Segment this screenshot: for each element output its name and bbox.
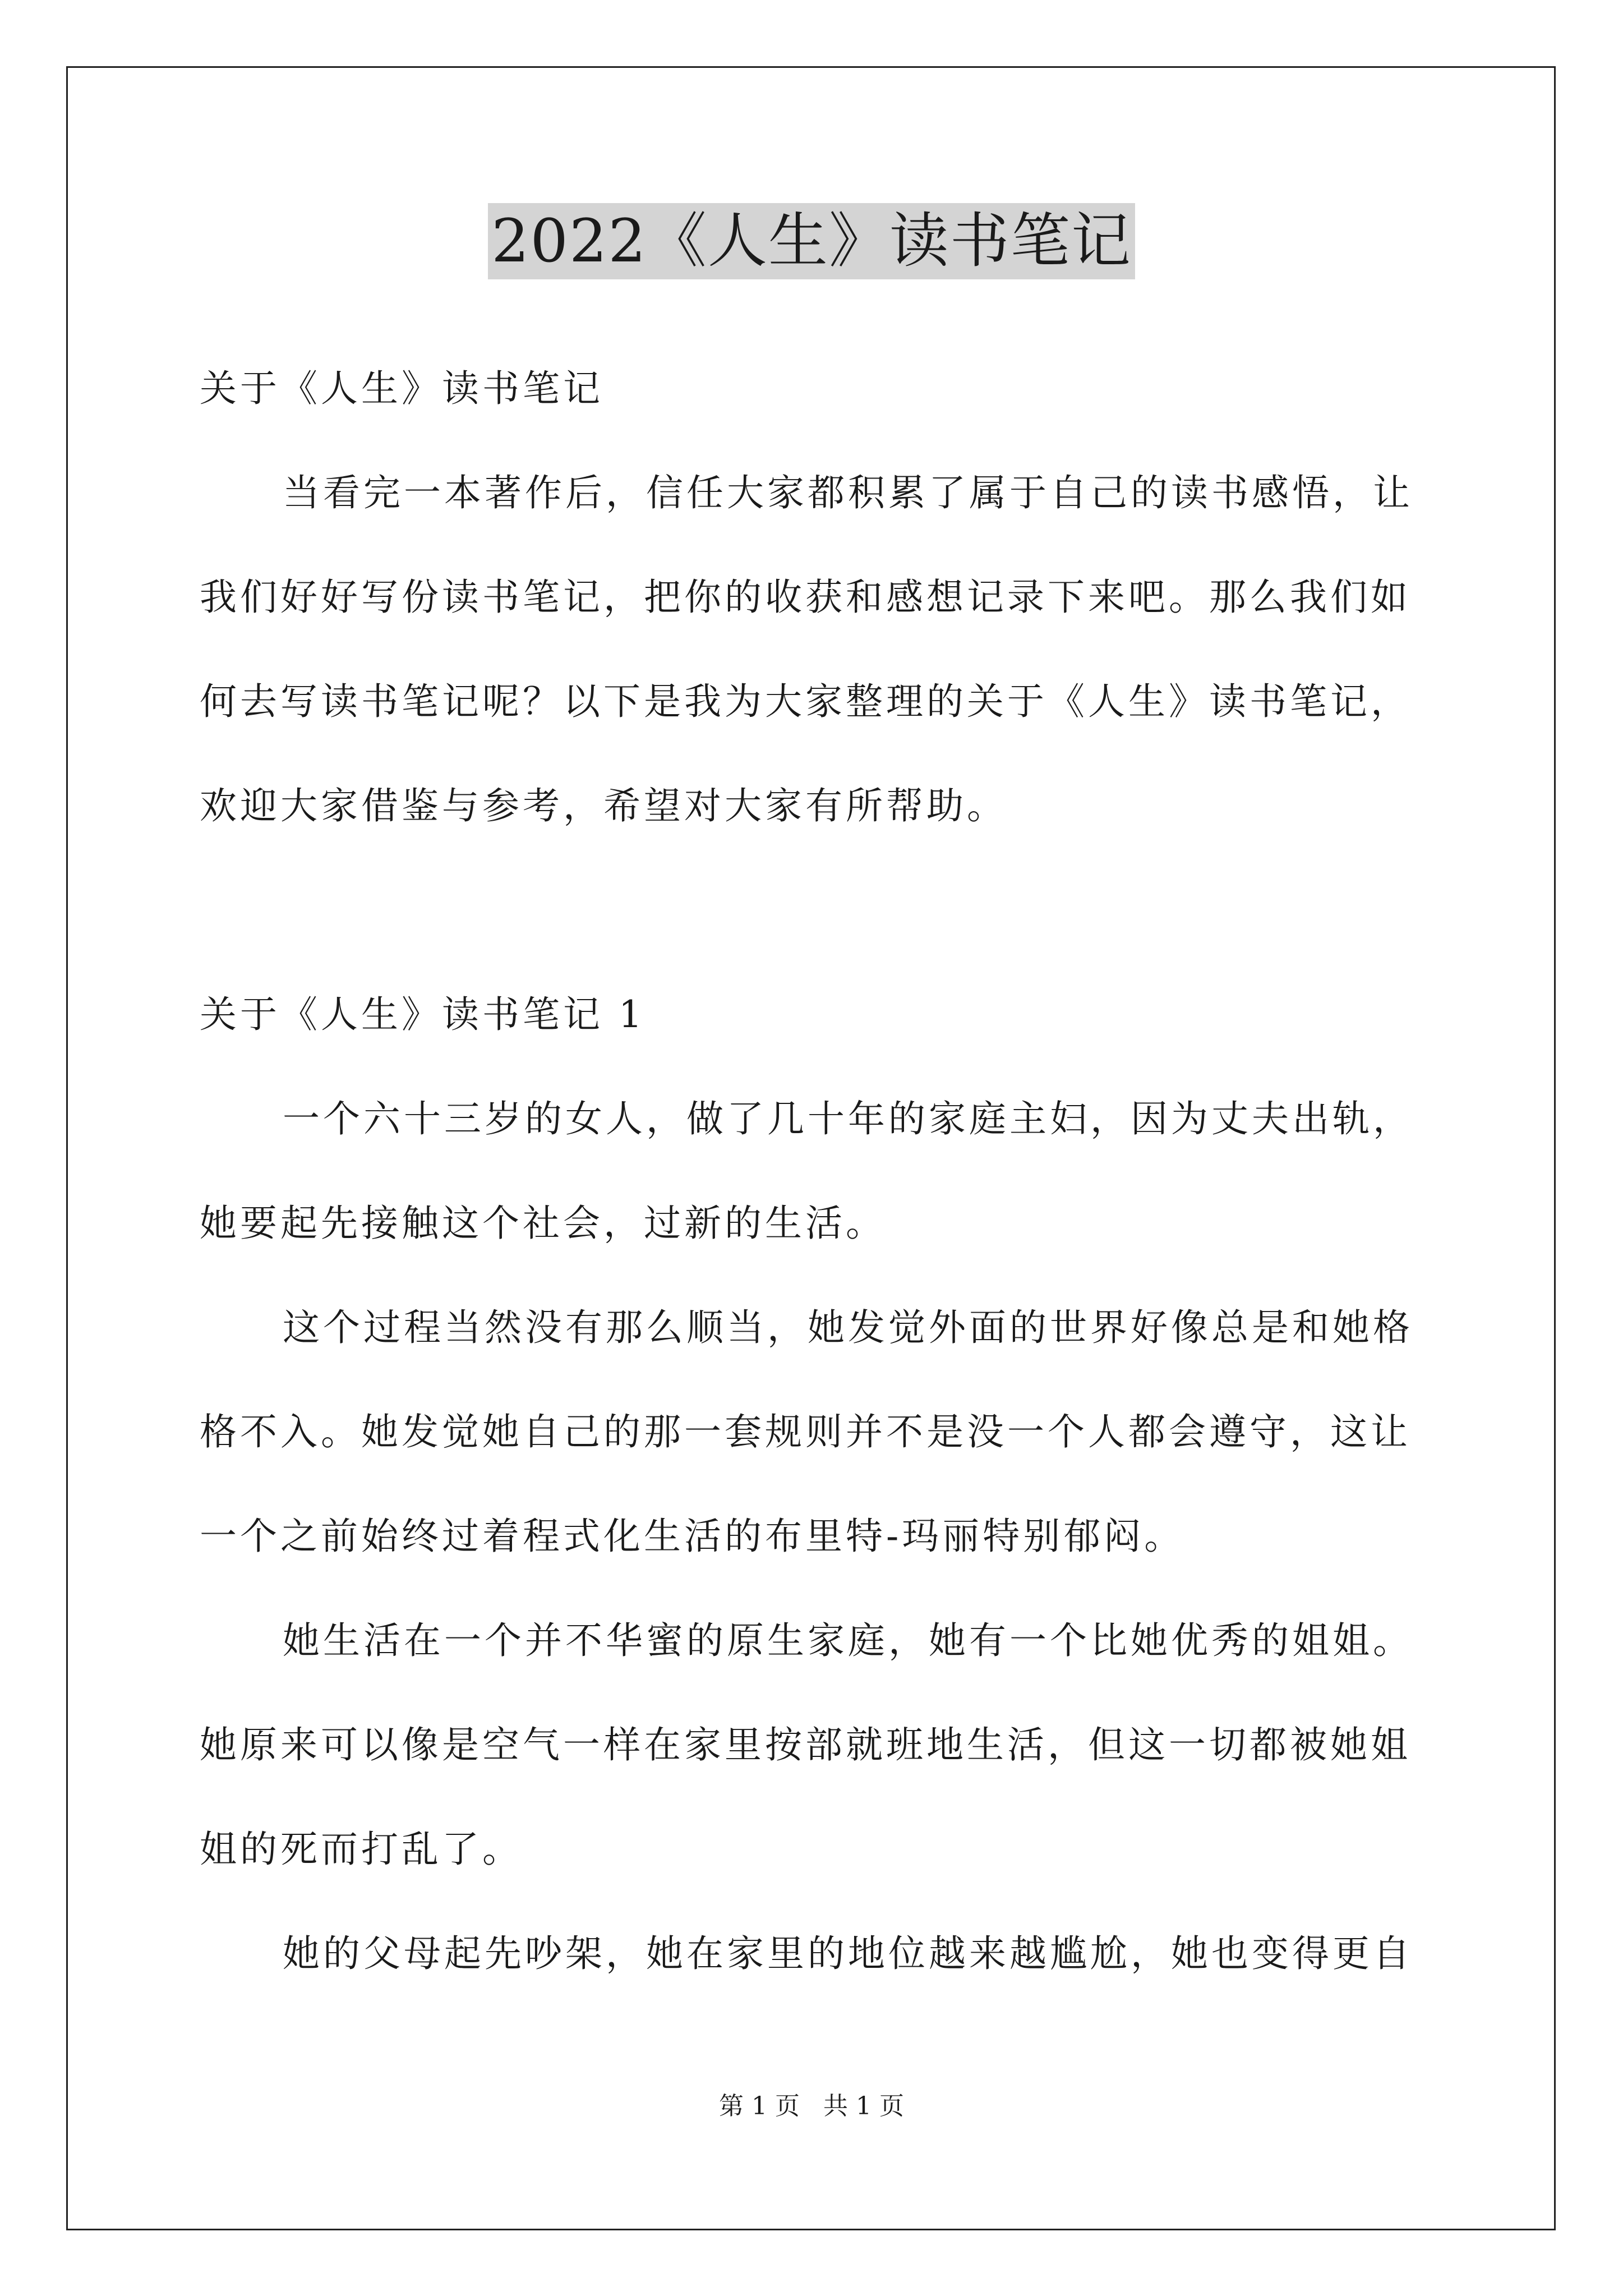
section-heading: 关于《人生》读书笔记 1 xyxy=(200,993,645,1036)
title-container xyxy=(0,203,1623,279)
paragraph-spacer xyxy=(200,858,1433,963)
page-footer: 第 1 页 共 1 页 xyxy=(719,2092,904,2120)
body-paragraph: 当看完一本著作后，信任大家都积累了属于自己的读书感悟，让我们好好写份读书笔记，把你的收获和感想记录下来吧。那么我们如何去写读书笔记呢？以下是我为大家整理的关于《人生》读书笔记，欢迎大家借鉴与参考，希望对大家有所帮助。 xyxy=(200,471,1413,827)
document-title: 2022《人生》读书笔记 xyxy=(488,203,1135,279)
body-paragraph: 这个过程当然没有那么顺当，她发觉外面的世界好像总是和她格格不入。她发觉她自己的那一套规则并不是没一个人都会遵守，这让一个之前始终过着程式化生活的布里特-玛丽特别郁闷。 xyxy=(200,1306,1413,1558)
document-body xyxy=(200,337,1433,2006)
body-paragraph: 她生活在一个并不华蜜的原生家庭，她有一个比她优秀的姐姐。她原来可以像是空气一样在家里按部就班地生活，但这一切都被她姐姐的死而打乱了。 xyxy=(200,1619,1413,1871)
section-heading: 关于《人生》读书笔记 xyxy=(200,367,603,410)
body-paragraph: 她的父母起先吵架，她在家里的地位越来越尴尬，她也变得更自 xyxy=(283,1932,1413,1975)
body-paragraph: 一个六十三岁的女人，做了几十年的家庭主妇，因为丈夫出轨，她要起先接触这个社会，过新的生活。 xyxy=(200,1097,1413,1245)
